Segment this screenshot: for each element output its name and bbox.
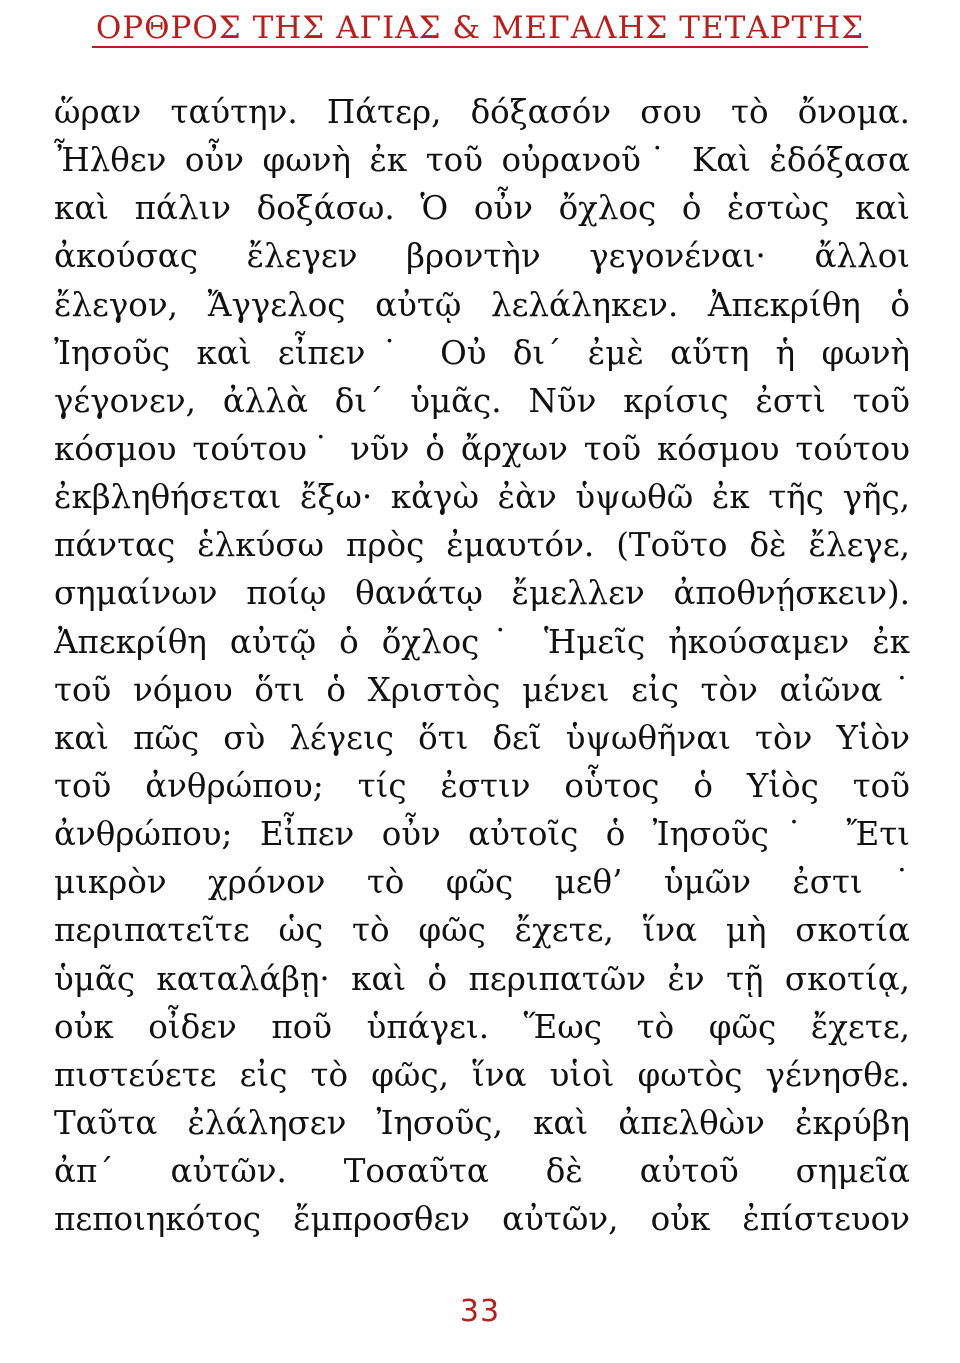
running-header-title: ΟΡΘΡΟΣ ΤΗΣ ΑΓΙΑΣ & ΜΕΓΑΛΗΣ ΤΕΤΑΡΤΗΣ [92, 10, 868, 48]
body-text [54, 88, 910, 1243]
running-header [0, 8, 960, 48]
text-line: Ἦλθεν οὖν φωνὴ ἐκ τοῦ οὐρανοῦ˙ Καὶ ἐδόξασα [54, 141, 910, 180]
text-line: ἀκούσας ἔλεγεν βροντὴν γεγονέναι· ἄλλοι [54, 237, 910, 276]
text-line: πιστεύετε εἰς τὸ φῶς, ἵνα υἱοὶ φωτὸς γένησθε. [54, 1055, 910, 1094]
text-line: ὥραν ταύτην. Πάτερ, δόξασόν σου τὸ ὄνομα. [54, 93, 910, 131]
text-line: ἐκβληθήσεται ἔξω· κἀγὼ ἐὰν ὑψωθῶ ἐκ τῆς γῆς, [54, 478, 910, 517]
text-line: κόσμου τούτου˙ νῦν ὁ ἄρχων τοῦ κόσμου τούτου [54, 429, 910, 468]
text-line: πεποιηκότος ἔμπροσθεν αὐτῶν, οὐκ ἐπίστευον [54, 1200, 910, 1239]
page-number: 33 [459, 1294, 501, 1329]
text-line: μικρὸν χρόνον τὸ φῶς μεθ’ ὑμῶν ἐστι˙ [54, 863, 910, 902]
text-line: ὑμᾶς καταλάβῃ· καὶ ὁ περιπατῶν ἐν τῇ σκοτίᾳ, [54, 959, 910, 998]
text-line: περιπατεῖτε ὡς τὸ φῶς ἔχετε, ἵνα μὴ σκοτία [54, 911, 910, 950]
text-line: Ταῦτα ἐλάλησεν Ἰησοῦς, καὶ ἀπελθὼν ἐκρύβη [54, 1103, 910, 1142]
text-line: τοῦ ἀνθρώπου; τίς ἐστιν οὗτος ὁ Υἱὸς τοῦ [54, 766, 910, 805]
text-line: ἀνθρώπου; Εἶπεν οὖν αὐτοῖς ὁ Ἰησοῦς˙ Ἔτι [54, 815, 910, 854]
text-line: καὶ πῶς σὺ λέγεις ὅτι δεῖ ὑψωθῆναι τὸν Υἱὸν [54, 718, 910, 757]
text-line: πάντας ἑλκύσω πρὸς ἐμαυτόν. (Τοῦτο δὲ ἔλεγε, [54, 526, 910, 565]
text-line: καὶ πάλιν δοξάσω. Ὁ οὖν ὄχλος ὁ ἑστὼς καὶ [54, 189, 910, 228]
text-line: γέγονεν, ἀλλὰ δι΄ ὑμᾶς. Νῦν κρίσις ἐστὶ τοῦ [54, 381, 910, 420]
text-line: ἔλεγον, Ἄγγελος αὐτῷ λελάληκεν. Ἀπεκρίθη ὁ [54, 285, 910, 324]
text-line: τοῦ νόμου ὅτι ὁ Χριστὸς μένει εἰς τὸν αἰῶνα˙ [54, 670, 910, 709]
text-line: Ἰησοῦς καὶ εἶπεν˙ Οὐ δι΄ ἐμὲ αὕτη ἡ φωνὴ [54, 333, 910, 372]
text-line: οὐκ οἶδεν ποῦ ὑπάγει. Ἕως τὸ φῶς ἔχετε, [54, 1007, 910, 1046]
text-line: σημαίνων ποίῳ θανάτῳ ἔμελλεν ἀποθνῄσκειν). [54, 574, 910, 613]
text-line: Ἀπεκρίθη αὐτῷ ὁ ὄχλος˙ Ἡμεῖς ἠκούσαμεν ἐκ [54, 622, 910, 661]
text-line: ἀπ΄ αὐτῶν. Τοσαῦτα δὲ αὐτοῦ σημεῖα [54, 1152, 910, 1191]
